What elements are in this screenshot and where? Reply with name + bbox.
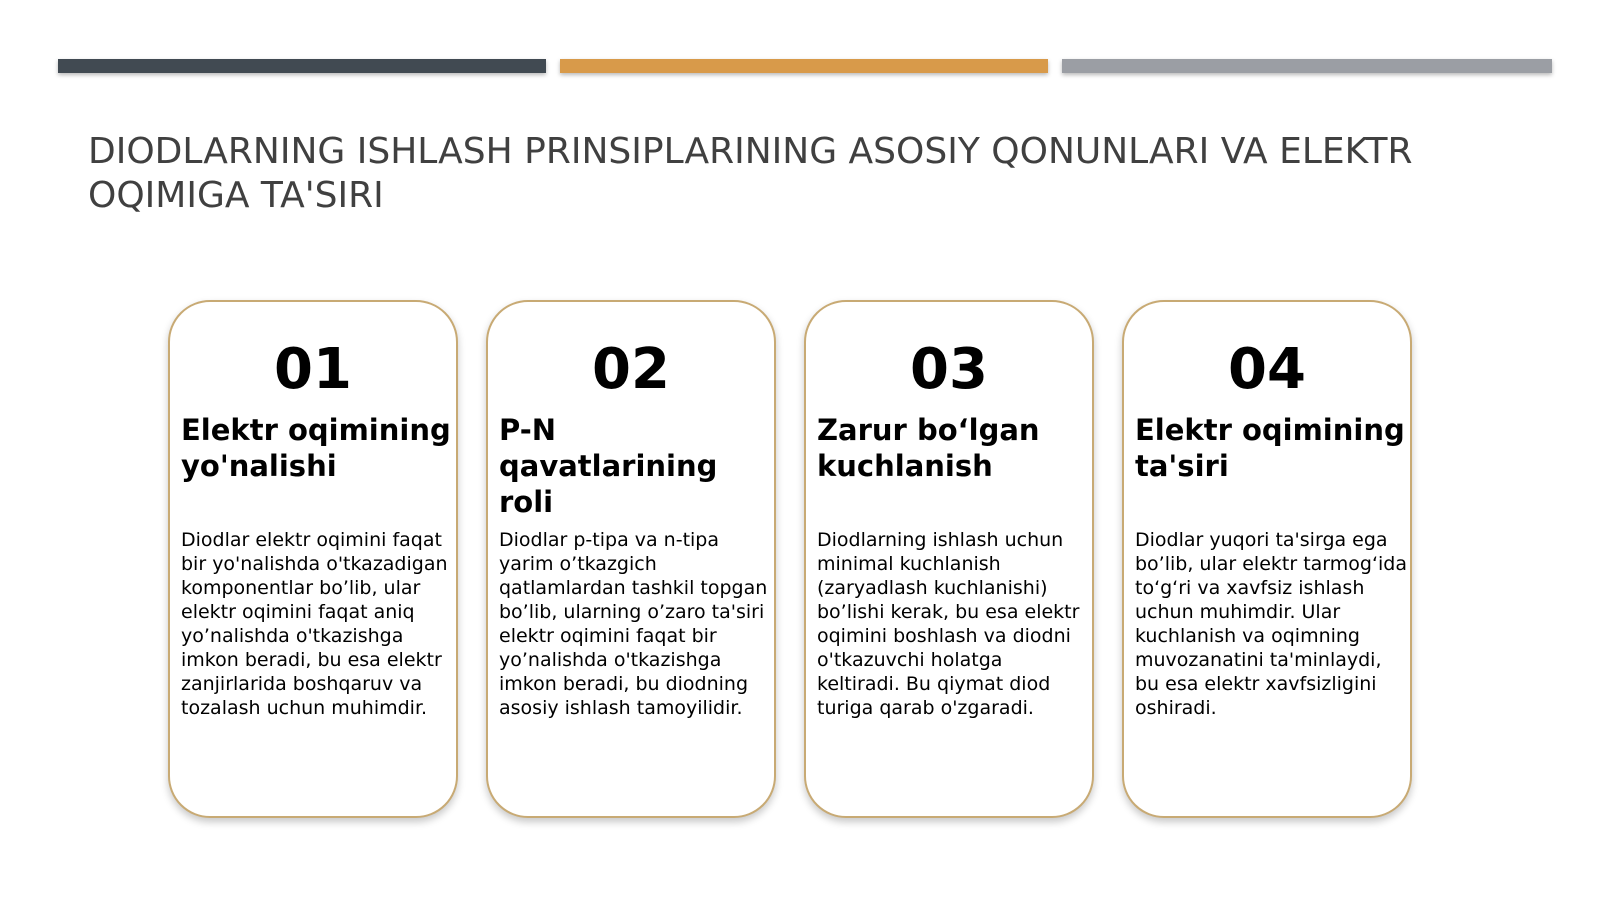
card-4 <box>1122 300 1412 818</box>
card-number: 02 <box>592 337 670 402</box>
card-text: Diodlar p-tipa va n-tipa yarim o’tkazgich qatlamlardan tashkil topgan bo’lib, ularning o’zaro ta'siri elektr oqimini faqat bir yo’nalishda o'tkazishga imkon beradi, bu diodning asosiy ishlash tamoyilidir. <box>499 529 768 719</box>
card-text: Diodlar elektr oqimini faqat bir yo'nalishda o'tkazadigan komponentlar bo’lib, ular elektr oqimini faqat aniq yo’nalishda o'tkazishga imkon beradi, bu esa elektr zanjirlarida boshqaruv va tozalash uchun muhimdir. <box>181 529 448 719</box>
slide-title: DIODLARNING ISHLASH PRINSIPLARINING ASOSIY QONUNLARI VA ELEKTR OQIMIGA TA'SIRI <box>88 131 1413 216</box>
card-number: 03 <box>910 337 988 402</box>
card-text: Diodlarning ishlash uchun minimal kuchlanish (zaryadlash kuchlanishi) bo’lishi kerak, bu esa elektr oqimini boshlash va diodni o'tkazuvchi holatga keltiradi. Bu qiymat diod turiga qarab o'zgaradi. <box>817 529 1080 719</box>
accent-bar-gray <box>1062 59 1552 73</box>
card-title: Zarur bo‘lgan kuchlanish <box>817 413 1040 483</box>
card-3 <box>804 300 1094 818</box>
card-title: P-N qavatlarining roli <box>499 413 718 519</box>
card-text: Diodlar yuqori ta'sirga ega bo’lib, ular elektr tarmog‘ida to‘g‘ri va xavfsiz ishlash uchun muhimdir. Ular kuchlanish va oqimning muvozanatini ta'minlaydi, bu esa elektr xavfsizligini oshiradi. <box>1135 529 1407 719</box>
card-number: 04 <box>1228 337 1306 402</box>
accent-bar-gold <box>560 59 1048 73</box>
header-accent-bars <box>58 59 1552 73</box>
card-title: Elektr oqimining ta'siri <box>1135 413 1405 483</box>
card-2 <box>486 300 776 818</box>
card-1 <box>168 300 458 818</box>
accent-bar-dark <box>58 59 546 73</box>
card-title: Elektr oqimining yo'nalishi <box>181 413 451 483</box>
card-number: 01 <box>274 337 352 402</box>
